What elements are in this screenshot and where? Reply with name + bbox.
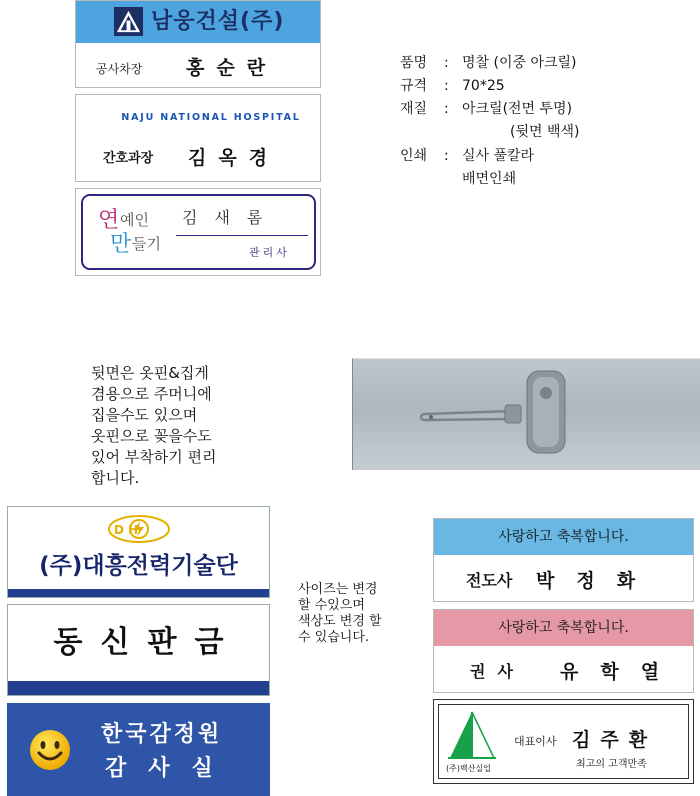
badge-name: 유학열 <box>560 661 682 683</box>
badge-church-1 <box>433 518 694 602</box>
badge-back-photo <box>352 358 700 470</box>
badge-role: 전도사 <box>466 571 513 590</box>
spec-colon: : <box>444 55 449 71</box>
badge-dongshin <box>7 604 270 696</box>
badge-name: 박정화 <box>536 570 658 592</box>
spec-value: 실사 풀칼라 <box>462 148 535 164</box>
badge-bottom-bar <box>8 681 269 696</box>
badge-role: 관리사 <box>249 246 290 259</box>
note-size-color: 사이즈는 변경 할 수있으며 색상도 변경 할 수 있습니다. <box>298 582 382 645</box>
badge-yeonyein <box>75 188 321 276</box>
spec-label: 인쇄 <box>400 148 428 164</box>
spec-value: 70*25 <box>462 78 505 94</box>
note-back-side: 뒷면은 옷핀&집게 겸용으로 주머니에 집을수도 있으며 옷핀으로 꽂을수도 있어 부착하기 편리 합니다. <box>91 364 217 487</box>
spec-colon: : <box>444 78 449 94</box>
spec-label: 규격 <box>400 78 428 94</box>
lightning-emblem-icon <box>106 514 172 544</box>
badge-motto: 사랑하고 축복합니다. <box>498 620 629 636</box>
badge-company-title: (주)대흥전력기술단 <box>39 553 238 579</box>
badge-divider <box>176 235 308 236</box>
badge-role: 권사 <box>470 662 525 681</box>
spec-label: 재질 <box>400 101 428 117</box>
yeonyein-logo <box>88 199 166 263</box>
badge-motto: 사랑하고 축복합니다. <box>498 529 629 545</box>
badge-role: 간호과장 <box>103 151 154 166</box>
badge-organization: NAJU NATIONAL HOSPITAL <box>121 112 301 123</box>
logo-char-1: 연 <box>98 208 120 233</box>
spec-colon: : <box>444 101 449 117</box>
badge-namwoong <box>75 0 321 88</box>
spec-value-continued: 배면인쇄 <box>462 171 517 187</box>
badge-department: 감사실 <box>105 756 235 781</box>
badge-naju-hospital <box>75 94 321 182</box>
badge-name: 김옥경 <box>188 147 280 169</box>
badge-daeheung <box>7 506 270 598</box>
spec-label: 품명 <box>400 55 428 71</box>
spec-value: 아크릴(전면 투명) <box>462 101 573 117</box>
safety-pin-icon <box>353 359 700 471</box>
badge-baeksan <box>433 699 694 784</box>
spec-colon: : <box>444 148 449 164</box>
building-triangle-logo-icon <box>114 7 143 36</box>
green-triangle-logo-icon <box>448 710 496 760</box>
badge-slogan: 최고의 고객만족 <box>576 759 647 770</box>
logo-char-2: 만 <box>110 232 132 257</box>
spec-value: 명찰 (이중 아크릴) <box>462 55 577 71</box>
badge-role: 공사차장 <box>96 62 143 76</box>
badge-company: (주)백산실업 <box>446 764 491 773</box>
smiley-face-icon <box>28 728 72 772</box>
logo-text-2: 들기 <box>132 235 161 253</box>
badge-bottom-bar <box>8 589 269 598</box>
badge-company-title: 한국감정원 <box>101 722 223 747</box>
badge-name: 홍순란 <box>186 57 278 79</box>
badge-company-title: 남웅건설(주) <box>151 9 285 34</box>
badge-church-2 <box>433 609 694 693</box>
badge-name: 김새롬 <box>182 208 280 227</box>
badge-company-title: 동신판금 <box>53 625 242 660</box>
badge-role: 대표이사 <box>514 735 557 748</box>
badge-name: 김주환 <box>572 729 658 751</box>
dh-logo-text: D H <box>114 523 139 537</box>
spec-value-continued: (뒷면 백색) <box>510 124 580 140</box>
badge-kab <box>7 703 270 796</box>
logo-text-1: 예인 <box>120 211 149 229</box>
